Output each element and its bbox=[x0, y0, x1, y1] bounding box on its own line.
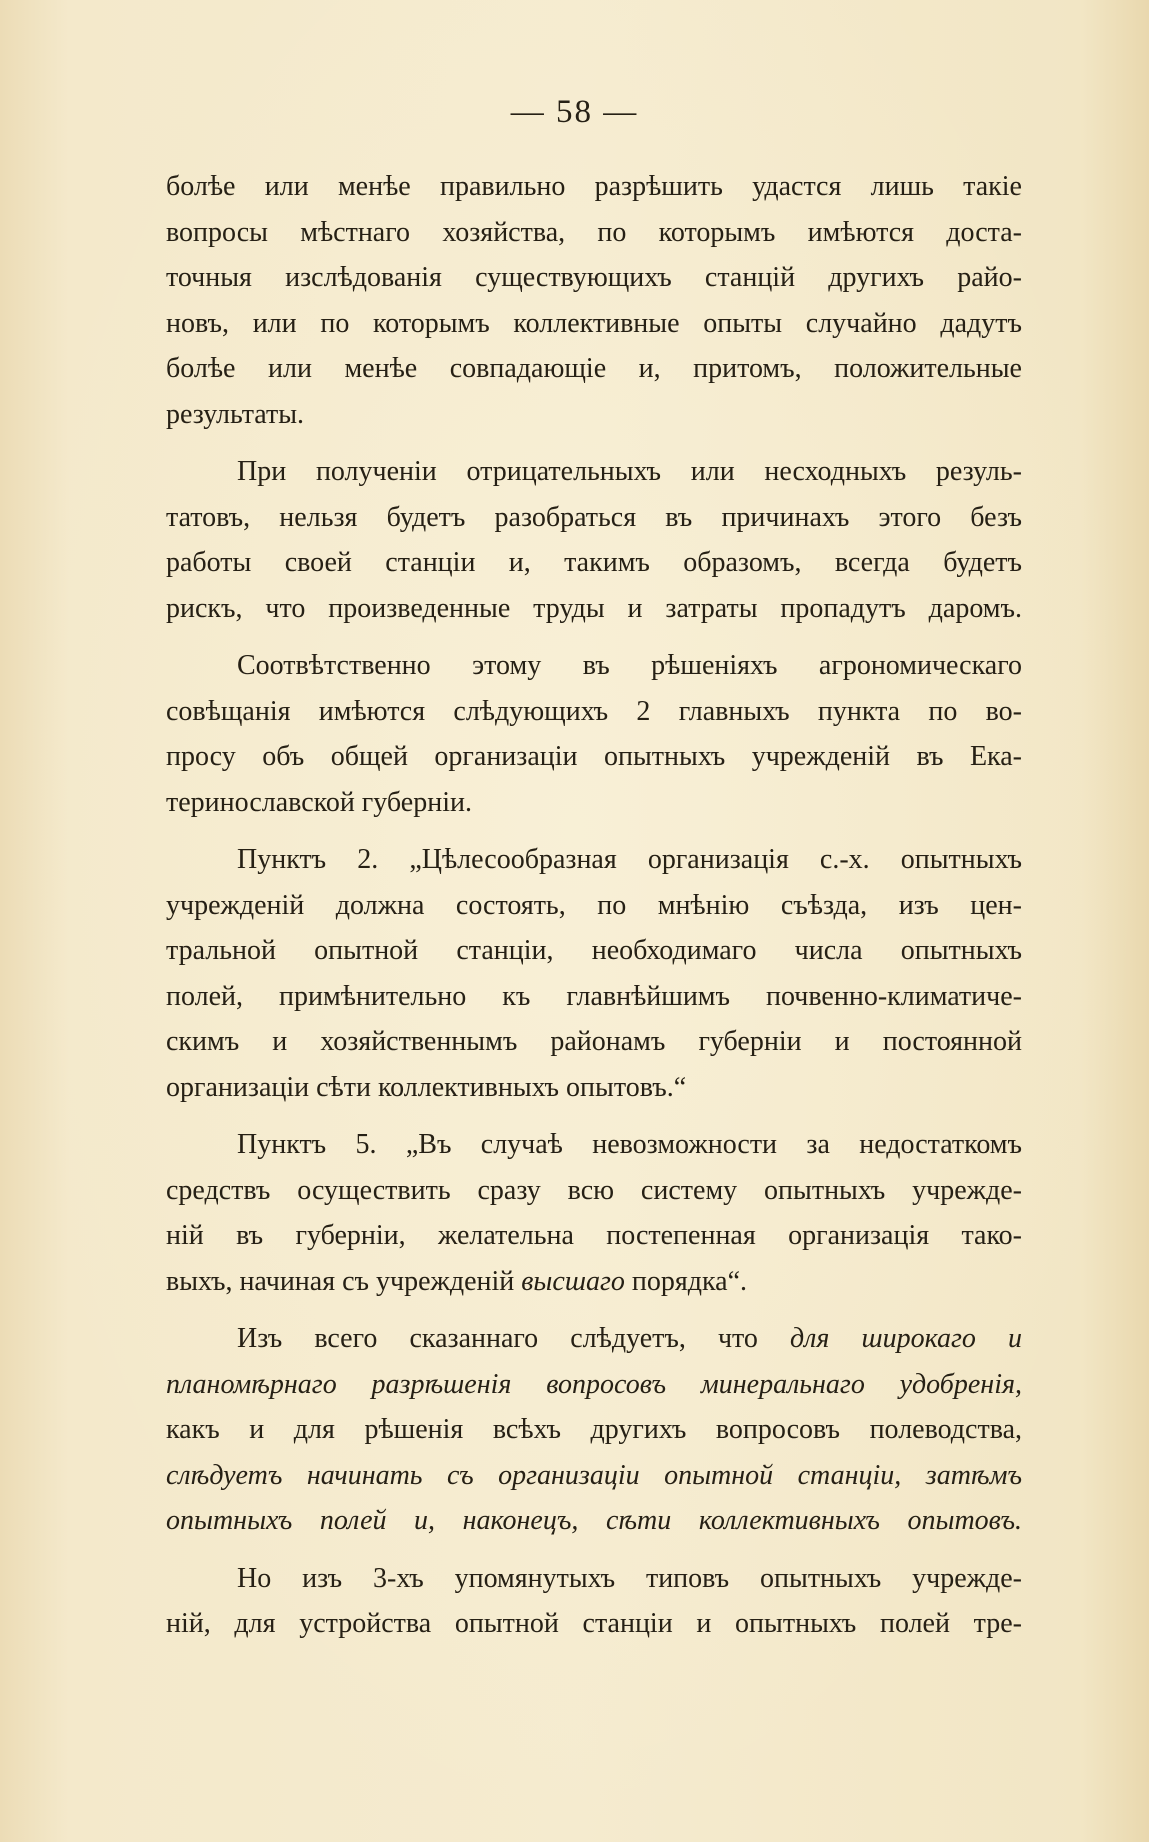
text-line: рискъ, что произведенные труды и затраты пропадутъ даромъ. bbox=[166, 592, 1022, 624]
text-line: слѣдуетъ начинать съ организаціи опытной станціи, затѣмъ bbox=[166, 1459, 1022, 1491]
italic-text-run: для широкаго и bbox=[789, 1323, 1022, 1354]
text-line: какъ и для рѣшенія всѣхъ другихъ вопросовъ полеводства, bbox=[166, 1414, 1022, 1445]
text-line: средствъ осуществить сразу всю систему опытныхъ учрежде- bbox=[166, 1174, 1022, 1206]
text-run: Изъ всего сказаннаго слѣдуетъ, что bbox=[237, 1323, 758, 1354]
body-text bbox=[166, 164, 1022, 1647]
text-line bbox=[166, 1316, 1022, 1362]
text-line: ній, для устройства опытной станціи и опытныхъ полей тре- bbox=[166, 1608, 1022, 1639]
text-line: полей, примѣнительно къ главнѣйшимъ почвенно-климатиче- bbox=[166, 980, 1022, 1012]
text-line: точныя изслѣдованія существующихъ станцій другихъ райо- bbox=[166, 262, 1022, 293]
text-line: планомѣрнаго разрѣшенія вопросовъ минеральнаго удобренія, bbox=[166, 1368, 1022, 1400]
paragraph-5 bbox=[166, 1122, 1022, 1304]
text-line: учрежденій должна состоять, по мнѣнію съѣзда, изъ цен- bbox=[166, 889, 1022, 921]
paragraph-6 bbox=[166, 1316, 1022, 1544]
page-number: — 58 — bbox=[510, 94, 639, 130]
text-run: выхъ, начиная съ учрежденій bbox=[166, 1265, 515, 1297]
text-line: совѣщанія имѣются слѣдующихъ 2 главныхъ пункта по во- bbox=[166, 695, 1022, 727]
text-line: ній въ губерніи, желательна постепенная организація тако- bbox=[166, 1220, 1022, 1251]
text-line: вопросы мѣстнаго хозяйства, по которымъ имѣются доста- bbox=[166, 216, 1022, 248]
text-line: татовъ, нельзя будетъ разобраться въ причинахъ этого безъ bbox=[166, 501, 1022, 533]
text-line: организаціи сѣти коллективныхъ опытовъ.“ bbox=[166, 1071, 687, 1103]
paragraph-7 bbox=[166, 1556, 1022, 1647]
paragraph-2 bbox=[166, 449, 1022, 631]
text-line: болѣе или менѣе совпадающіе и, притомъ, положительные bbox=[166, 353, 1022, 384]
text-line: теринославской губерніи. bbox=[166, 786, 472, 818]
text-line: Пунктъ 2. „Цѣлесообразная организація с.-х. опытныхъ bbox=[237, 844, 1022, 875]
paragraph-1 bbox=[166, 164, 1022, 437]
text-line: опытныхъ полей и, наконецъ, сѣти коллективныхъ опытовъ. bbox=[166, 1505, 1022, 1536]
text-line: Но изъ 3-хъ упомянутыхъ типовъ опытныхъ учрежде- bbox=[237, 1562, 1022, 1594]
text-line: работы своей станціи и, такимъ образомъ, всегда будетъ bbox=[166, 547, 1022, 578]
text-run: порядка“. bbox=[631, 1265, 748, 1297]
text-line: просу объ общей организаціи опытныхъ учрежденій въ Ека- bbox=[166, 741, 1022, 772]
paragraph-3 bbox=[166, 643, 1022, 825]
text-line: болѣе или менѣе правильно разрѣшить удастся лишь такіе bbox=[166, 171, 1022, 202]
text-line: При полученіи отрицательныхъ или несходныхъ резуль- bbox=[237, 456, 1022, 487]
text-line bbox=[166, 1259, 1022, 1305]
text-line: тральной опытной станціи, необходимаго числа опытныхъ bbox=[166, 935, 1022, 966]
text-line: результаты. bbox=[166, 398, 305, 430]
text-line: Пунктъ 5. „Въ случаѣ невозможности за недостаткомъ bbox=[237, 1129, 1022, 1160]
italic-text-run: высшаго bbox=[521, 1265, 625, 1297]
paragraph-4 bbox=[166, 837, 1022, 1110]
text-line: новъ, или по которымъ коллективные опыты случайно дадутъ bbox=[166, 307, 1022, 339]
text-line: Соотвѣтственно этому въ рѣшеніяхъ агрономическаго bbox=[237, 650, 1022, 681]
text-line: скимъ и хозяйственнымъ районамъ губерніи и постоянной bbox=[166, 1026, 1022, 1057]
